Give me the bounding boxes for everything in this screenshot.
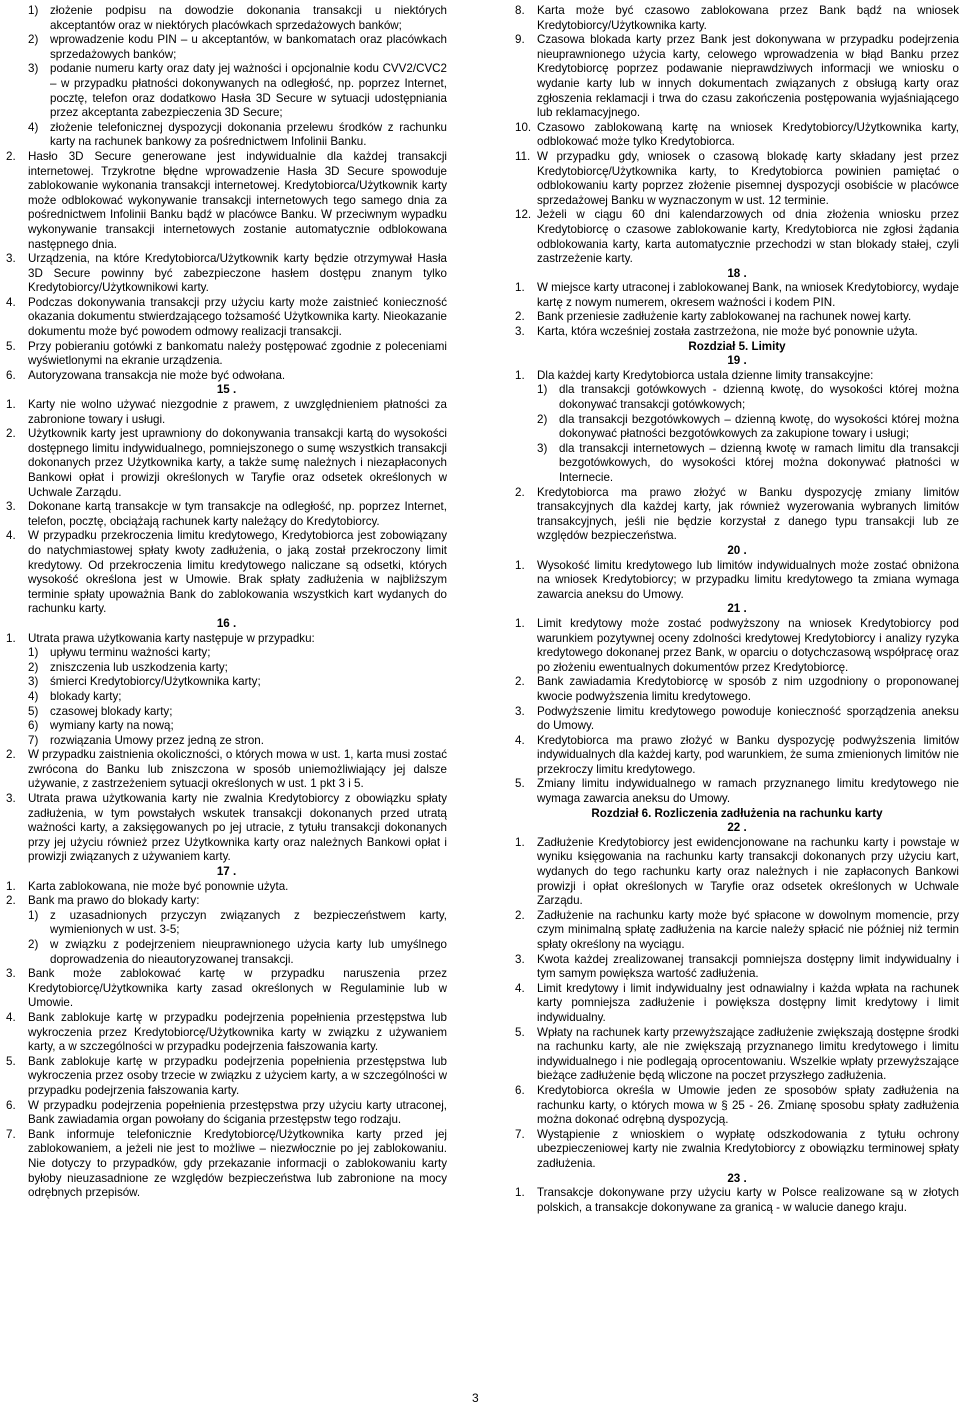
- item-number: 2.: [515, 310, 525, 324]
- item-number: 1): [28, 4, 39, 17]
- section-heading: 19 .: [727, 354, 747, 368]
- list-item: [515, 1186, 959, 1215]
- sub-list-item: [537, 442, 959, 486]
- item-text: upływu terminu ważności karty;: [50, 646, 211, 660]
- item-number: 1.: [515, 1186, 525, 1200]
- sub-list-item: [28, 121, 447, 150]
- list-item: [6, 1099, 447, 1128]
- list-item: [515, 705, 959, 734]
- list-item: [515, 325, 959, 340]
- item-text: W miejsce karty utraconej i zablokowanej Bank, na wniosek Kredytobiorcy, wydaje kartę z nowym numerem, okresem ważności i kodem PIN.: [537, 281, 959, 309]
- item-text: Zadłużenie na rachunku karty może być spłacone w dowolnym momencie, przy czym minimalną spłatę zadłużenia na karcie należy spłacić nie później niż termin spłaty określony na wyciągu.: [537, 908, 959, 951]
- item-text: Utrata prawa użytkowania karty następuje w przypadku:: [28, 631, 315, 645]
- item-number: 4.: [6, 529, 16, 543]
- item-number: 1.: [6, 398, 16, 412]
- item-text: Urządzenia, na które Kredytobiorca/Użytkownik karty będzie otrzymywał Hasła 3D Secure powinny być zabezpieczone hasłem dostępu znanym tylko Kredytobiorcy/Użytkownikowi karty.: [28, 252, 447, 295]
- list-item: [515, 310, 959, 325]
- list-item: [6, 1011, 447, 1055]
- item-number: 1.: [515, 281, 525, 295]
- list-item: [515, 836, 959, 909]
- list-item: [6, 792, 447, 865]
- item-text: Podwyższenie limitu kredytowego powoduje konieczność sporządzenia aneksu do Umowy.: [537, 704, 959, 733]
- item-text: Zadłużenie Kredytobiorcy jest ewidencjonowane na rachunku karty i powstaje w wyniku księgowania na rachunku karty transakcji dokonanych przy użyciu kart, wydanych do tego rachunku karty oraz należnych i nie zapłaconych Bankowi prowizji i opłat określonych w Taryfie oraz odsetek określonych w Uchwale Zarządu.: [537, 835, 959, 908]
- item-number: 7.: [6, 1127, 16, 1141]
- list-item: [515, 1026, 959, 1084]
- list-item: [515, 982, 959, 1026]
- sub-list-item: [28, 719, 447, 734]
- left-column: [6, 4, 447, 1201]
- list-item: [515, 281, 959, 310]
- item-text: wymiany karty na nową;: [50, 719, 174, 733]
- item-number: 2.: [515, 908, 525, 922]
- item-number: 2): [28, 938, 39, 951]
- item-number: 3.: [6, 500, 16, 514]
- item-number: 7.: [515, 1127, 525, 1141]
- sub-list-item: [28, 62, 447, 120]
- list-item: [515, 777, 959, 806]
- item-number: 2.: [6, 427, 16, 441]
- item-number: 2.: [515, 485, 525, 499]
- list-item: [6, 340, 447, 369]
- item-number: 5.: [515, 777, 525, 791]
- item-number: 6.: [515, 1083, 525, 1097]
- item-number: 10.: [515, 120, 532, 134]
- list-item: [515, 33, 959, 121]
- item-text: wprowadzenie kodu PIN – u akceptantów, w bankomatach oraz placówkach sprzedażowych banków;: [50, 33, 447, 61]
- item-text: czasowej blokady karty;: [50, 704, 173, 718]
- item-text: Czasowo zablokowaną kartę na wniosek Kredytobiorcy/Użytkownika karty, odblokować może tylko Kredytobiorca.: [537, 120, 959, 149]
- list-item: [515, 1084, 959, 1128]
- section-heading: 22 .: [727, 821, 747, 835]
- item-number: 1.: [515, 616, 525, 630]
- section-heading: 20 .: [727, 543, 747, 557]
- item-number: 3.: [515, 704, 525, 718]
- item-number: 5.: [515, 1025, 525, 1039]
- sub-list-item: [537, 383, 959, 412]
- item-text: Bank zawiadamia Kredytobiorcę w sposób z nim uzgodniony o proponowanej kwocie podwyższenia limitu kredytowego.: [537, 675, 959, 703]
- item-number: 2): [537, 412, 548, 426]
- item-number: 1): [28, 646, 39, 660]
- item-number: 9.: [515, 33, 525, 47]
- list-item: [515, 1128, 959, 1172]
- item-number: 4.: [515, 981, 525, 995]
- item-text: Bank zablokuje kartę w przypadku podejrzenia popełnienia przestępstwa lub wykroczenia przez osoby trzecie w związku z użyciem karty, a w szczególności w przypadku podejrzenia fałszowania karty.: [28, 1054, 447, 1097]
- sub-list-item: [28, 661, 447, 676]
- section-heading: 17 .: [216, 865, 237, 879]
- list-item: [515, 4, 959, 33]
- item-text: W przypadku zaistnienia okoliczności, o których mowa w ust. 1, karta musi zostać zwrócona do Banku lub zniszczona w sposób uniemożliwiający jej dalsze używanie, z zastrzeżeniem sytuacji określonych w ust. 1 pkt 3 i 5.: [28, 748, 447, 791]
- list-item: [6, 967, 447, 1011]
- item-text: Przy pobieraniu gotówki z bankomatu należy postępować zgodnie z poleceniami wyświetlonymi na ekranie urządzenia.: [28, 339, 447, 368]
- list-item: [515, 150, 959, 208]
- list-item: [515, 486, 959, 544]
- item-number: 3.: [6, 792, 16, 806]
- item-text: rozwiązania Umowy przez jedną ze stron.: [50, 733, 264, 747]
- list-item: [6, 398, 447, 427]
- item-number: 3.: [6, 252, 16, 266]
- item-number: 5.: [6, 339, 16, 353]
- item-text: Limit kredytowy i limit indywidualny jest odnawialny i każda wpłata na rachunek karty pomniejsza zadłużenie i powiększa dostępny limit kredytowy i limit indywidualny.: [537, 981, 959, 1024]
- item-text: dla transakcji gotówkowych - dzienną kwotę, do wysokości której można dokonywać transakcji gotówkowych;: [559, 383, 959, 412]
- item-number: 6.: [6, 368, 16, 382]
- item-text: Bank zablokuje kartę w przypadku podejrzenia popełnienia przestępstwa lub wykroczenia przez Kredytobiorcę/Użytkownika karty w związku z używaniem karty, a w szczególności w przypadku podejrzenia fałszowania karty.: [28, 1010, 447, 1054]
- sub-list-item: [537, 413, 959, 442]
- item-number: 5): [28, 704, 39, 718]
- item-number: 4): [28, 120, 39, 134]
- sub-list-item: [28, 675, 447, 690]
- item-number: 11.: [515, 149, 531, 163]
- item-text: Jeżeli w ciągu 60 dni kalendarzowych od dnia złożenia wniosku przez Kredytobiorcę o czasowe zablokowanie karty, Kredytobiorca nie zgłosi żądania odblokowania karty, karta automatycznie przechodzi w stan blokady stałej, czyli zastrzeżenie karty.: [537, 208, 959, 266]
- list-item: [515, 121, 959, 150]
- item-text: Bank ma prawo do blokady karty:: [28, 894, 200, 908]
- section-heading: 23 .: [727, 1171, 747, 1185]
- item-number: 2.: [6, 149, 16, 163]
- item-text: złożenie podpisu na dowodzie dokonania transakcji u niektórych akceptantów oraz w niektórych placówkach sprzedażowych banków;: [50, 4, 447, 32]
- list-item: [6, 529, 447, 617]
- item-text: W przypadku przekroczenia limitu kredytowego, Kredytobiorca jest zobowiązany do natychmiastowej spłaty kwoty zadłużenia, o jaką został przekroczony limit kredytowy. Od przekroczenia limitu kredytowego naliczane są odsetki, których wysokość określona jest w Umowie. Brak spłaty zadłużenia w najbliższym terminie spłaty upoważnia Bank do zablokowania wszystkich kart wydanych do rachunku karty.: [28, 529, 447, 616]
- item-number: 1): [537, 383, 548, 397]
- sub-list-item: [28, 4, 447, 33]
- item-text: dla transakcji bezgotówkowych – dzienną kwotę, do wysokości której można dokonywać płatności bezgotówkowych za zakupione towary i usługi;: [559, 412, 959, 441]
- list-item: [515, 675, 959, 704]
- item-text: Kredytobiorca określa w Umowie jeden ze sposobów spłaty zadłużenia na rachunku karty, o których mowa w § 25 - 26. Zmianę sposobu spłaty zadłużenia można dokonać odrębną dyspozycją.: [537, 1083, 959, 1127]
- item-number: 1.: [515, 368, 525, 382]
- sub-list-item: [28, 646, 447, 661]
- sub-list-item: [28, 705, 447, 720]
- item-text: Kwota każdej zrealizowanej transakcji pomniejsza dostępny limit indywidualny i tym samym powiększa wartość zadłużenia.: [537, 952, 959, 981]
- item-text: Dla każdej karty Kredytobiorca ustala dzienne limity transakcyjne:: [537, 368, 874, 382]
- list-item: [515, 953, 959, 982]
- item-text: Podczas dokonywania transakcji przy użyciu karty może zaistnieć konieczność okazania dokumentu stwierdzającego tożsamość Użytkownika karty. Nieokazanie dokumentu może być powodem odmowy realizacji transakcji.: [28, 295, 447, 339]
- chapter-heading: Rozdział 5. Limity: [688, 339, 786, 353]
- section-heading: 16 .: [216, 616, 237, 630]
- list-item: [6, 427, 447, 500]
- page-number: 3: [472, 1391, 479, 1405]
- item-text: Hasło 3D Secure generowane jest indywidualnie dla każdej transakcji internetowej. Trzykrotne błędne wprowadzenie Hasła 3D Secure spowoduje zablokowanie wykonania transakcji internetowej. Kredytobiorca/Użytkownik karty może odblokować wykonywanie transakcji internetowych tego samego dnia za pośrednictwem Infolinii Banku bądź w placówce Banku. W przeciwnym wypadku wykonywanie transakcji internetowych zostanie automatycznie odblokowana następnego dnia.: [28, 149, 447, 251]
- item-number: 12.: [515, 208, 532, 222]
- item-text: Limit kredytowy może zostać podwyższony na wniosek Kredytobiorcy pod warunkiem pozytywnej oceny zdolności kredytowej Kredytobiorcy i analizy ryzyka kredytowego dokonanej przez Bank, w oparciu o dotychczasową współpracę oraz po złożeniu ewentualnych dokumentów przez Kredytobiorcę.: [537, 616, 959, 674]
- sub-list-item: [28, 734, 447, 749]
- item-text: Bank informuje telefonicznie Kredytobiorcę/Użytkownika karty przed jej zablokowaniem, a jeżeli nie jest to możliwe – niezwłocznie po jej zablokowaniu. Nie dotyczy to przypadków, gdy przekazanie informacji o zablokowaniu karty byłoby nieuzasadnione ze względów bezpieczeństwa lub zabronione na mocy odrębnych przepisów.: [28, 1127, 447, 1200]
- list-item: [515, 559, 959, 603]
- list-item: [6, 1128, 447, 1201]
- list-item: [6, 748, 447, 792]
- item-text: Kredytobiorca ma prawo złożyć w Banku dyspozycję podwyższenia limitów indywidualnych dla każdej karty, pod warunkiem, że suma zmienionych limitów nie przekroczy limitu kredytowego.: [537, 733, 959, 776]
- list-item: [515, 617, 959, 675]
- item-text: Zmiany limitu indywidualnego w ramach przyznanego limitu kredytowego nie wymaga zawarcia aneksu do Umowy.: [537, 777, 959, 806]
- sub-list-item: [28, 909, 447, 938]
- item-number: 2): [28, 660, 39, 674]
- item-number: 1.: [6, 631, 16, 645]
- item-number: 3): [28, 62, 39, 76]
- item-text: W przypadku gdy, wniosek o czasową blokadę karty składany jest przez Kredytobiorcę/Użytkownika karty, to Kredytobiorca powinien pamiętać o odblokowaniu karty poprzez złożenie pisemnej dyspozycji osobiście w placówce sprzedażowej Banku w wyznaczonym w ust. 12 terminie.: [537, 149, 959, 207]
- item-number: 8.: [515, 4, 525, 17]
- section-heading: 15 .: [216, 383, 237, 397]
- item-text: Karty nie wolno używać niezgodnie z prawem, z uwzględnieniem płatności za zabronione towary i usługi.: [28, 398, 447, 426]
- list-item: [6, 369, 447, 384]
- item-text: Karta może być czasowo zablokowana przez Bank bądź na wniosek Kredytobiorcy/Użytkownika karty.: [537, 4, 959, 32]
- list-item: [6, 1055, 447, 1099]
- sub-list-item: [28, 33, 447, 62]
- list-item: [515, 734, 959, 778]
- list-item: [515, 208, 959, 266]
- item-number: 4.: [515, 733, 525, 747]
- list-item: [515, 909, 959, 953]
- item-text: dla transakcji internetowych – dzienną kwotę w ramach limitu dla transakcji bezgotówkowych, do wysokości której można dokonywać płatności w Internecie.: [559, 441, 959, 484]
- chapter-heading: Rozdział 6. Rozliczenia zadłużenia na rachunku karty: [591, 806, 883, 820]
- item-text: Czasowa blokada karty przez Bank jest dokonywana w przypadku podejrzenia nieuprawnionego użycia karty, celowego wprowadzenia w błąd Banku przez Kredytobiorcę poprzez podawanie nieprawdziwych informacji we wniosku o wydanie karty lub w innych dokumentach związanych z obsługą karty oraz zgłoszenia reklamacji i trwa do czasu zakończenia postępowania wyjaśniającego lub reklamacyjnego.: [537, 33, 959, 120]
- sub-list-item: [28, 938, 447, 967]
- item-text: W przypadku podejrzenia popełnienia przestępstwa przy użyciu karty utraconej, Bank zawiadamia organ powołany do ścigania przestępstw tego rodzaju.: [28, 1098, 447, 1127]
- list-item: [6, 632, 447, 647]
- right-column: [515, 4, 959, 1215]
- item-text: blokady karty;: [50, 689, 122, 703]
- item-text: w związku z podejrzeniem nieuprawnionego użycia karty lub umyślnego doprowadzenia do nieautoryzowanej transakcji.: [50, 938, 447, 966]
- list-item: [6, 500, 447, 529]
- item-number: 2.: [6, 894, 16, 908]
- section-heading: 21 .: [727, 602, 747, 616]
- item-text: Wysokość limitu kredytowego lub limitów indywidualnych może zostać obniżona na wniosek Kredytobiorcy; w przypadku limitu kredytowego ta zmiana wymaga zawarcia aneksu do Umowy.: [537, 558, 959, 601]
- item-text: Kredytobiorca ma prawo złożyć w Banku dyspozycję zmiany limitów transakcyjnych dla każdej karty, jak również wyzerowania wybranych limitów transakcyjnych, jeśli nie będzie korzystał z danego typu transakcji lub ze względów bezpieczeństwa.: [537, 485, 959, 543]
- item-number: 2.: [515, 675, 525, 689]
- list-item: [515, 369, 959, 384]
- list-item: [6, 880, 447, 895]
- item-number: 2): [28, 33, 39, 47]
- section-heading: 18 .: [727, 266, 747, 280]
- list-item: [6, 150, 447, 252]
- item-number: 7): [28, 733, 39, 747]
- item-text: Dokonane kartą transakcje w tym transakcje na odległość, np. poprzez Internet, telefon, pocztę, obciążają rachunek karty należący do Kredytobiorcy.: [28, 500, 447, 528]
- sub-list-item: [28, 690, 447, 705]
- item-text: Wystąpienie z wnioskiem o wypłatę odszkodowania z tytułu ochrony ubezpieczeniowej karty nie zwalnia Kredytobiorcy z obowiązku terminowej spłaty zadłużenia.: [537, 1127, 959, 1170]
- item-text: podanie numeru karty oraz daty jej ważności i opcjonalnie kodu CVV2/CVC2 – w przypadku płatności dokonywanych na odległość, np. poprzez Internet, pocztę, telefon oraz dodatkowo Hasła 3D Secure w sytuacji udostępniania przez akceptanta zabezpieczenia 3D Secure;: [50, 62, 447, 120]
- item-text: Karta, która wcześniej została zastrzeżona, nie może być ponownie użyta.: [537, 325, 918, 339]
- item-number: 2.: [6, 748, 16, 762]
- item-number: 4.: [6, 295, 16, 309]
- item-text: śmierci Kredytobiorcy/Użytkownika karty;: [50, 675, 261, 689]
- item-number: 3): [28, 675, 39, 689]
- item-number: 3.: [515, 952, 525, 966]
- item-number: 3): [537, 441, 548, 455]
- item-number: 6): [28, 719, 39, 733]
- item-text: Autoryzowana transakcja nie może być odwołana.: [28, 368, 286, 382]
- item-number: 1): [28, 908, 39, 922]
- item-text: Karta zablokowana, nie może być ponownie użyta.: [28, 879, 289, 893]
- item-number: 6.: [6, 1098, 16, 1112]
- item-number: 3.: [515, 325, 525, 339]
- list-item: [6, 296, 447, 340]
- item-number: 3.: [6, 967, 16, 981]
- item-text: z uzasadnionych przyczyn związanych z bezpieczeństwem karty, wymienionych w ust. 3-5;: [50, 908, 447, 937]
- item-number: 4): [28, 689, 39, 703]
- item-text: złożenie telefonicznej dyspozycji dokonania przelewu środków z rachunku karty na rachunek bankowy za pośrednictwem Infolinii Banku.: [50, 120, 447, 149]
- item-number: 1.: [6, 879, 16, 893]
- list-item: [6, 894, 447, 909]
- item-text: zniszczenia lub uszkodzenia karty;: [50, 660, 228, 674]
- item-text: Wpłaty na rachunek karty przewyższające zadłużenie zwiększają dostępne środki na rachunku karty, ale nie zwiększają przyznanego limitu kredytowego i limitu indywidualnego i nie podlegają oprocentowaniu. Wszelkie wpłaty przewyższające bieżące zadłużenie będą wliczone na poczet przyszłego zadłużenia.: [537, 1025, 959, 1083]
- item-number: 1.: [515, 835, 525, 849]
- item-text: Transakcje dokonywane przy użyciu karty w Polsce realizowane są w złotych polskich, a transakcje dokonywane za granicą - w walucie danego kraju.: [537, 1186, 959, 1214]
- item-text: Bank może zablokować kartę w przypadku naruszenia przez Kredytobiorcę/Użytkownika karty zasad określonych w Regulaminie lub w Umowie.: [28, 967, 447, 1010]
- item-number: 4.: [6, 1010, 16, 1024]
- item-text: Bank przeniesie zadłużenie karty zablokowanej na rachunek nowej karty.: [537, 310, 912, 324]
- item-number: 1.: [515, 558, 525, 572]
- item-text: Utrata prawa użytkowania karty nie zwalnia Kredytobiorcy z obowiązku spłaty zadłużenia, w tym powstałych wskutek transakcji dokonanych przed utratą ważności karty, a zaksięgowanych po jej utracie, z tytułu transakcji dokonanych przy jej użyciu również przez Użytkownika karty oraz należnych Bankowi opłat i prowizji związanych z używaniem karty.: [28, 792, 447, 864]
- list-item: [6, 252, 447, 296]
- item-text: Użytkownik karty jest uprawniony do dokonywania transakcji kartą do wysokości dostępnego limitu indywidualnego, pomniejszonego o sumę wszystkich transakcji dokonanych przez Użytkownika karty, a także sumę należnych i niezapłaconych Bankowi opłat i prowizji określonych w Taryfie oraz odsetek określonych w Uchwale Zarządu.: [28, 427, 447, 499]
- item-number: 5.: [6, 1054, 16, 1068]
